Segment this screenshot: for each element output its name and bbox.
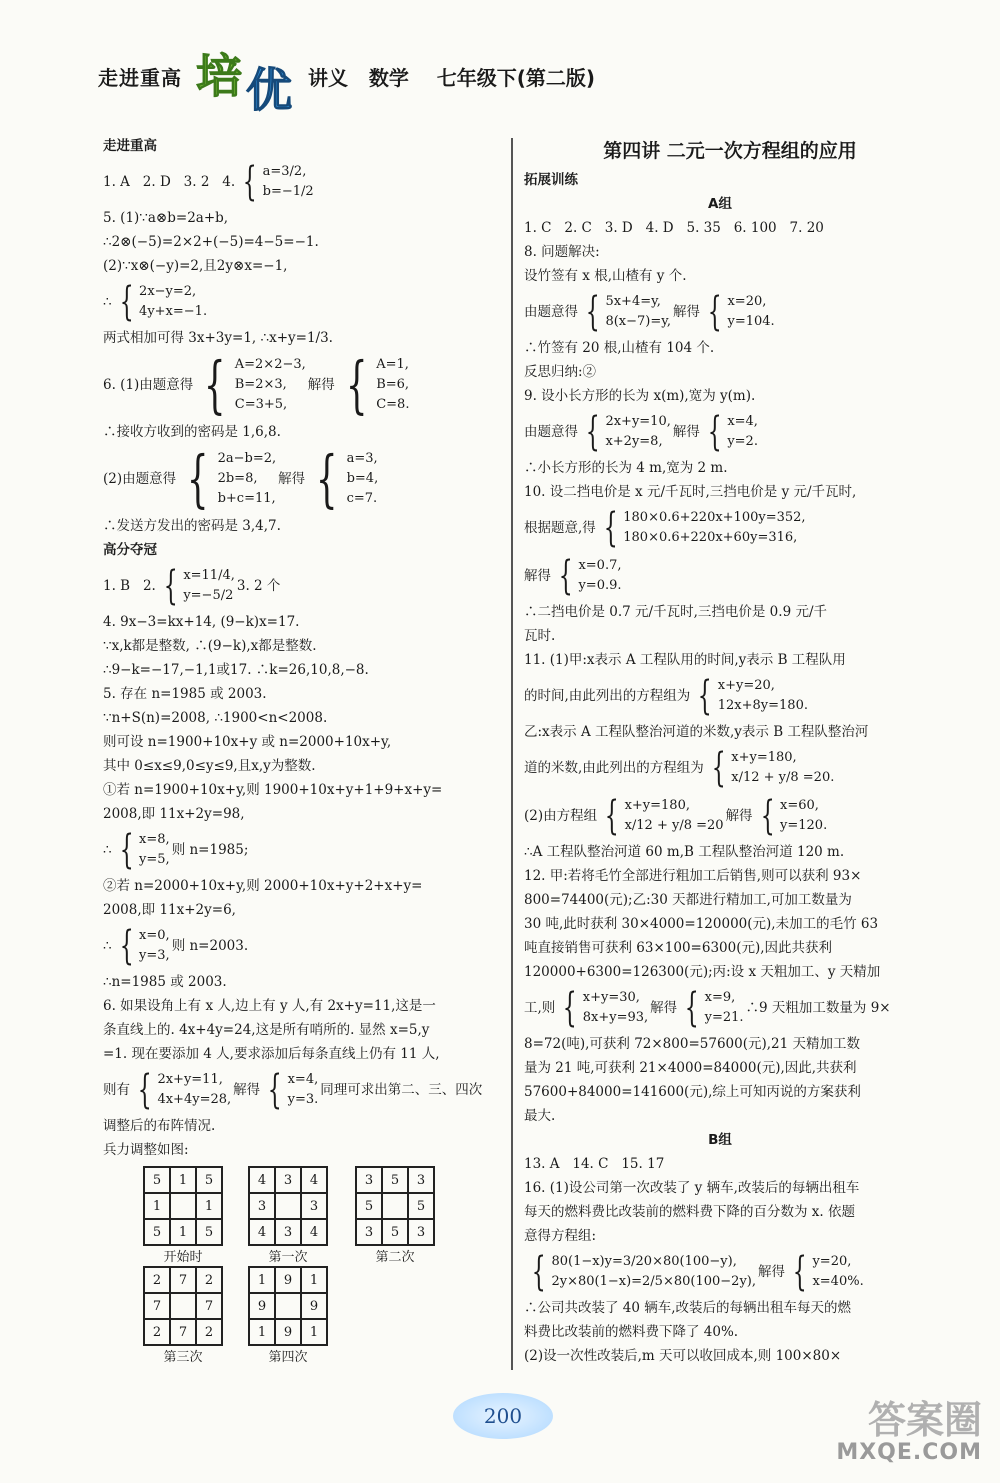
- eq-row: x=9,: [704, 990, 736, 1005]
- answer-line: 调整后的布阵情况.: [103, 1118, 216, 1134]
- equation-system: { 2x+y=11, 4x+4y=28,: [137, 1067, 232, 1113]
- grid-cell: [170, 1293, 196, 1319]
- answer-line: [103, 1066, 498, 1114]
- grid-second: [355, 1166, 435, 1246]
- answer-line: [524, 792, 916, 840]
- answer-text: 解得: [650, 1000, 678, 1016]
- eq-row: 2x+y=11,: [157, 1072, 223, 1087]
- eq-row: 80(1−x)y=3/20×80(100−y),: [551, 1254, 737, 1269]
- answer-line: [524, 288, 916, 336]
- answer-text: 由题意得: [524, 424, 578, 440]
- answer-line: 9. 设小长方形的长为 x(m),宽为 y(m).: [524, 388, 756, 404]
- answer-text: 解得: [233, 1082, 261, 1098]
- eq-row: 2y×80(1−x)=2/5×80(100−2y),: [551, 1274, 756, 1289]
- eq-row: 2a−b=2,: [217, 451, 277, 466]
- grid-cell: 1: [249, 1267, 275, 1293]
- chapter-title: 第四讲 二元一次方程组的应用: [603, 140, 857, 162]
- solution-system: { x=9, y=21.: [684, 985, 744, 1031]
- answer-line: 5. 存在 n=1985 或 2003.: [103, 686, 267, 702]
- grid-cell: 1: [301, 1267, 327, 1293]
- watermark: [836, 1400, 982, 1466]
- answer-line: ∴二挡电价是 0.7 元/千瓦时,三挡电价是 0.9 元/千: [524, 604, 827, 620]
- answer-text: 则 n=2003.: [171, 938, 249, 954]
- equation-system: { a=3/2, b=−1/2: [242, 159, 314, 205]
- grid-cell: 1: [196, 1193, 222, 1219]
- answer-line: 兵力调整如图:: [103, 1142, 189, 1158]
- eq-row: B=2×3,: [234, 377, 287, 392]
- answer-line: =1. 现在要添加 4 人,要求添加后每条直线上仍有 11 人,: [103, 1046, 440, 1062]
- answer-line: 反思归纳:②: [524, 364, 597, 380]
- eq-row: C=3+5,: [234, 397, 288, 412]
- answer-text: ∴9 天粗加工数量为 9×: [745, 1000, 891, 1016]
- solution-system: { x=20, y=104.: [707, 289, 775, 335]
- answer-line: ∴接收方收到的密码是 1,6,8.: [103, 424, 281, 440]
- grid-third: [143, 1266, 223, 1346]
- answer-text: 则有: [103, 1082, 130, 1098]
- eq-row: 2x−y=2,: [139, 284, 197, 299]
- solution-system: { x=4, y=3.: [267, 1067, 319, 1113]
- answer-line: 吨直接销售可获利 63×100=6300(元),因此共获利: [524, 940, 833, 956]
- eq-row: x/12 + y/8 =20: [624, 818, 724, 833]
- eq-row: b+c=11,: [217, 491, 276, 506]
- group-heading: B组: [708, 1132, 732, 1148]
- grid-cell: 2: [196, 1267, 222, 1293]
- grid-cell: 4: [301, 1219, 327, 1245]
- answer-text: 则 n=1985;: [171, 842, 249, 858]
- eq-row: 8x+y=93,: [582, 1010, 649, 1025]
- answer-line: [524, 408, 916, 456]
- grid-cell: 7: [196, 1293, 222, 1319]
- answer-line: ∴A 工程队整治河道 60 m,B 工程队整治河道 120 m.: [524, 844, 845, 860]
- series-brand: 走进重高: [98, 66, 182, 90]
- answer-text: 解得: [672, 424, 700, 440]
- answer-line: 10. 设二挡电价是 x 元/千瓦时,三挡电价是 y 元/千瓦时,: [524, 484, 857, 500]
- answer-text: (2)由题意得: [103, 471, 177, 487]
- grid-label: 第一次: [268, 1250, 308, 1265]
- answer-line: 11. (1)甲:x表示 A 工程队用的时间,y表示 B 工程队用: [524, 652, 846, 668]
- eq-row: y=104.: [727, 314, 775, 329]
- grid-cell: 3: [301, 1193, 327, 1219]
- grid-cell: [170, 1193, 196, 1219]
- answer-line: 条直线上的. 4x+4y=24,这是所有哨所的. 显然 x=5,y: [103, 1022, 430, 1038]
- grid-cell: 5: [196, 1219, 222, 1245]
- answer-text: 同理可求出第二、三、四次: [320, 1082, 483, 1098]
- answer-line: ∴小长方形的长为 4 m,宽为 2 m.: [524, 460, 728, 476]
- grid-cell: 5: [144, 1167, 170, 1193]
- grid-cell: 3: [408, 1219, 434, 1245]
- eq-row: 4y+x=−1.: [139, 304, 208, 319]
- eq-row: x=0,: [139, 928, 170, 943]
- equation-system: { x=0, y=3,: [119, 923, 170, 969]
- answer-line: 每天的燃料费比改装前的燃料费下降的百分数为 x. 依题: [524, 1204, 855, 1220]
- answer-line: 57600+84000=141600(元),综上可知丙说的方案获利: [524, 1084, 861, 1100]
- eq-row: B=6,: [376, 377, 410, 392]
- answer-line: 2008,即 11x+2y=98,: [103, 806, 245, 822]
- answer-line: 设竹签有 x 根,山楂有 y 个.: [524, 268, 687, 284]
- answer-line: [103, 826, 498, 874]
- answer-text: 6. (1)由题意得: [103, 377, 194, 393]
- answer-text: (2)由方程组: [524, 808, 598, 824]
- eq-row: 12x+8y=180.: [717, 698, 808, 713]
- eq-row: y=21.: [704, 1010, 744, 1025]
- equation-system: { x=8, y=5,: [119, 827, 170, 873]
- solution-system: { x=60, y=120.: [760, 793, 828, 839]
- section-heading: 拓展训练: [524, 172, 578, 188]
- answer-line: [524, 552, 916, 600]
- grid-cell: 1: [249, 1319, 275, 1345]
- left-column: [103, 134, 498, 1162]
- eq-row: y=2.: [727, 434, 758, 449]
- eq-row: 2b=8,: [217, 471, 258, 486]
- eq-row: A=1,: [376, 357, 409, 372]
- answer-line: 16. (1)设公司第一次改装了 y 辆车,改装后的每辆出租车: [524, 1180, 860, 1196]
- answer-line: [524, 504, 916, 552]
- eq-row: y=3,: [139, 948, 170, 963]
- equation-system: { x+y=30, 8x+y=93,: [563, 985, 649, 1031]
- answer-line: ∵x,k都是整数, ∴(9−k),x都是整数.: [103, 638, 317, 654]
- answer-line: 则可设 n=1900+10x+y 或 n=2000+10x+y,: [103, 734, 392, 750]
- answer-text: 解得: [673, 304, 701, 320]
- answer-text: 1. A 2. D 3. 2 4.: [103, 174, 236, 190]
- eq-row: x/12 + y/8 =20.: [731, 770, 835, 785]
- grid-cell: 1: [170, 1219, 196, 1245]
- eq-row: a=3/2,: [262, 164, 307, 179]
- answer-line: [103, 444, 498, 514]
- answer-line: 120000+6300=126300(元);丙:设 x 天粗加工、y 天精加: [524, 964, 881, 980]
- answer-line: 6. 如果设角上有 x 人,边上有 y 人,有 2x+y=11,这是一: [103, 998, 436, 1014]
- equation-system: { x+y=180, x/12 + y/8 =20.: [711, 745, 835, 791]
- eq-row: x=11/4,: [183, 568, 235, 583]
- grid-cell: 5: [382, 1167, 408, 1193]
- answer-line: ∵n+S(n)=2008, ∴1900<n<2008.: [103, 710, 328, 726]
- eq-row: 8(x−7)=y,: [605, 314, 672, 329]
- eq-row: b=4,: [346, 471, 379, 486]
- answer-text: ∴: [103, 842, 112, 858]
- answer-line: ②若 n=2000+10x+y,则 2000+10x+y+2+x+y=: [103, 878, 423, 894]
- answer-text: 1. B 2.: [103, 578, 156, 594]
- equation-system: { 2a−b=2, 2b=8, b+c=11,: [187, 442, 277, 515]
- grid-cell: 2: [144, 1319, 170, 1345]
- equation-system: { x+y=180, x/12 + y/8 =20: [604, 793, 724, 839]
- answer-line: [103, 562, 498, 610]
- solution-system: { x=0.7, y=0.9.: [558, 553, 622, 599]
- eq-row: x+y=30,: [582, 990, 640, 1005]
- equation-system: { 2x+y=10, x+2y=8,: [585, 409, 671, 455]
- grid-cell: 4: [301, 1167, 327, 1193]
- grid-cell: 5: [408, 1193, 434, 1219]
- formation-figures: [143, 1166, 443, 1366]
- eq-row: 5x+4=y,: [605, 294, 661, 309]
- answer-line: 意得方程组:: [524, 1228, 597, 1244]
- grid-cell: 1: [301, 1319, 327, 1345]
- answer-line: 13. A 14. C 15. 17: [524, 1156, 665, 1172]
- eq-row: x=4,: [287, 1072, 319, 1087]
- grid-label: 第二次: [375, 1250, 415, 1265]
- answer-text: 由题意得: [524, 304, 578, 320]
- answer-line: ∴公司共改装了 40 辆车,改装后的每辆出租车每天的燃: [524, 1300, 852, 1316]
- grid-cell: 5: [196, 1167, 222, 1193]
- answer-line: [524, 672, 916, 720]
- eq-row: b=−1/2: [262, 184, 314, 199]
- grid-first: [248, 1166, 328, 1246]
- equation-system: { 5x+4=y, 8(x−7)=y,: [585, 289, 672, 335]
- answer-line: ∴n=1985 或 2003.: [103, 974, 227, 990]
- grid-cell: 3: [249, 1193, 275, 1219]
- equation-system: { x=11/4, y=−5/2: [163, 563, 235, 609]
- answer-line: 量为 21 吨,可获利 21×4000=84000(元),因此,共获利: [524, 1060, 857, 1076]
- answer-line: 12. 甲:若将毛竹全部进行粗加工后销售,则可以获利 93×: [524, 868, 862, 884]
- watermark-logo: 答案圈: [867, 1398, 982, 1442]
- grid-cell: 3: [408, 1167, 434, 1193]
- answer-text: 解得: [278, 471, 306, 487]
- answer-line: [524, 984, 916, 1032]
- answer-line: 30 吨,此时获利 30×4000=120000(元),未加工的毛竹 63: [524, 916, 879, 932]
- grid-cell: 7: [144, 1293, 170, 1319]
- book-header: [98, 40, 698, 130]
- grid-start: [143, 1166, 223, 1246]
- answer-line: 8=72(吨),可获利 72×800=57600(元),21 天精加工数: [524, 1036, 861, 1052]
- column-divider: [511, 138, 513, 1370]
- eq-row: 180×0.6+220x+100y=352,: [623, 510, 806, 525]
- eq-row: y=3.: [287, 1092, 319, 1107]
- logo-char-you: 优: [246, 63, 292, 117]
- answer-line: [524, 1248, 916, 1296]
- answer-text: 道的米数,由此列出的方程组为: [524, 760, 704, 776]
- right-column: [524, 134, 916, 1368]
- answer-line: ∴发送方发出的密码是 3,4,7.: [103, 518, 281, 534]
- grid-cell: 4: [249, 1219, 275, 1245]
- watermark-url: MXQE.COM: [836, 1440, 982, 1465]
- answer-line: (2)∵x⊗(−y)=2,且2y⊗x=−1,: [103, 258, 288, 274]
- grid-label: 第四次: [268, 1350, 308, 1365]
- answer-text: ∴: [103, 294, 112, 310]
- answer-line: ∴2⊗(−5)=2×2+(−5)=4−5=−1.: [103, 234, 319, 250]
- answer-line: 两式相加可得 3x+3y=1, ∴x+y=1/3.: [103, 330, 333, 346]
- answer-line: 乙:x表示 A 工程队整治河道的米数,y表示 B 工程队整治河: [524, 724, 869, 740]
- answer-line: 最大.: [524, 1108, 556, 1124]
- eq-row: a=3,: [346, 451, 378, 466]
- answer-text: ∴: [103, 938, 112, 954]
- answer-line: 5. (1)∵a⊗b=2a+b,: [103, 210, 229, 226]
- eq-row: x=8,: [139, 832, 170, 847]
- eq-row: x+y=180,: [731, 750, 797, 765]
- answer-line: 瓦时.: [524, 628, 556, 644]
- answer-line: ∴9−k=−17,−1,1或17. ∴k=26,10,8,−8.: [103, 662, 369, 678]
- grid-cell: [382, 1193, 408, 1219]
- equation-system: { 2x−y=2, 4y+x=−1.: [119, 279, 208, 325]
- grid-cell: 9: [275, 1267, 301, 1293]
- equation-system: { A=2×2−3, B=2×3, C=3+5,: [204, 348, 306, 421]
- answer-line: 2008,即 11x+2y=6,: [103, 902, 236, 918]
- answer-text: 解得: [524, 568, 551, 584]
- grid-cell: 5: [382, 1219, 408, 1245]
- answer-line: 料费比改装前的燃料费下降了 40%.: [524, 1324, 739, 1340]
- group-heading: A组: [708, 196, 732, 212]
- section-heading: 高分夺冠: [103, 542, 157, 558]
- grid-cell: 1: [170, 1167, 196, 1193]
- answer-line: [103, 922, 498, 970]
- grid-cell: 7: [170, 1267, 196, 1293]
- section-heading: 走进重高: [103, 138, 157, 154]
- grid-cell: 3: [356, 1167, 382, 1193]
- solution-system: { A=1, B=6, C=8.: [345, 348, 410, 421]
- grid-label: 开始时: [163, 1250, 203, 1265]
- answer-line: ∴竹签有 20 根,山楂有 104 个.: [524, 340, 715, 356]
- logo-char-pei: 培: [196, 49, 242, 103]
- grid-cell: 5: [144, 1219, 170, 1245]
- grid-cell: [275, 1293, 301, 1319]
- eq-row: x=0.7,: [578, 558, 622, 573]
- eq-row: x+2y=8,: [605, 434, 663, 449]
- eq-row: 180×0.6+220x+60y=316,: [623, 530, 798, 545]
- eq-row: y=−5/2: [183, 588, 234, 603]
- grid-cell: 5: [356, 1193, 382, 1219]
- answer-line: 4. 9x−3=kx+14, (9−k)x=17.: [103, 614, 300, 630]
- grid-label: 第三次: [163, 1350, 203, 1365]
- grid-cell: 3: [275, 1167, 301, 1193]
- eq-row: x=60,: [780, 798, 819, 813]
- answer-text: 解得: [725, 808, 753, 824]
- answer-line: 1. C 2. C 3. D 4. D 5. 35 6. 100 7. 20: [524, 220, 824, 236]
- answer-line: [103, 158, 498, 206]
- solution-system: { a=3, b=4, c=7.: [316, 442, 379, 515]
- equation-system: { x+y=20, 12x+8y=180.: [698, 673, 808, 719]
- answer-line: ①若 n=1900+10x+y,则 1900+10x+y+1+9+x+y=: [103, 782, 443, 798]
- eq-row: y=5,: [139, 852, 170, 867]
- eq-row: C=8.: [376, 397, 410, 412]
- eq-row: x=4,: [727, 414, 758, 429]
- answer-text: 解得: [307, 377, 335, 393]
- answer-text: 解得: [758, 1264, 785, 1280]
- answer-line: [103, 350, 498, 420]
- grid-cell: 2: [196, 1319, 222, 1345]
- answer-text: 工,则: [524, 1000, 556, 1016]
- grid-cell: 1: [144, 1193, 170, 1219]
- page-number: 200: [483, 1404, 523, 1428]
- grid-cell: 9: [249, 1293, 275, 1319]
- grid-cell: 3: [275, 1219, 301, 1245]
- eq-row: y=0.9.: [578, 578, 622, 593]
- eq-row: x=40%.: [812, 1274, 864, 1289]
- eq-row: x+y=20,: [717, 678, 775, 693]
- book-subtitle: 讲义 数学 七年级下(第二版): [308, 66, 596, 90]
- answer-line: (2)设一次性改装后,m 天可以收回成本,则 100×80×: [524, 1348, 842, 1364]
- answer-line: [524, 744, 916, 792]
- eq-row: 2x+y=10,: [605, 414, 671, 429]
- grid-cell: 7: [170, 1319, 196, 1345]
- eq-row: A=2×2−3,: [234, 357, 306, 372]
- grid-cell: [275, 1193, 301, 1219]
- grid-cell: 9: [301, 1293, 327, 1319]
- answer-text: 的时间,由此列出的方程组为: [524, 688, 691, 704]
- solution-system: { y=20, x=40%.: [792, 1249, 864, 1295]
- equation-system: { 80(1−x)y=3/20×80(100−y), 2y×80(1−x)=2/5×80(100−2y),: [531, 1249, 756, 1295]
- grid-cell: 2: [144, 1267, 170, 1293]
- eq-row: y=120.: [780, 818, 828, 833]
- eq-row: x=20,: [727, 294, 767, 309]
- answer-text: 3. 2 个: [236, 578, 281, 594]
- grid-fourth: [248, 1266, 328, 1346]
- grid-cell: 4: [249, 1167, 275, 1193]
- solution-system: { x=4, y=2.: [707, 409, 758, 455]
- answer-line: 8. 问题解决:: [524, 244, 600, 260]
- eq-row: 4x+4y=28,: [157, 1092, 232, 1107]
- answer-text: 根据题意,得: [524, 520, 596, 536]
- eq-row: y=20,: [812, 1254, 852, 1269]
- answer-line: 其中 0≤x≤9,0≤y≤9,且x,y为整数.: [103, 758, 316, 774]
- eq-row: x+y=180,: [624, 798, 690, 813]
- eq-row: c=7.: [346, 491, 378, 506]
- answer-line: 800=74400(元);乙:30 天都进行精加工,可加工数量为: [524, 892, 852, 908]
- equation-system: { 180×0.6+220x+100y=352, 180×0.6+220x+60y=316,: [603, 505, 806, 551]
- grid-cell: 9: [275, 1319, 301, 1345]
- answer-line: [103, 278, 498, 326]
- grid-cell: 3: [356, 1219, 382, 1245]
